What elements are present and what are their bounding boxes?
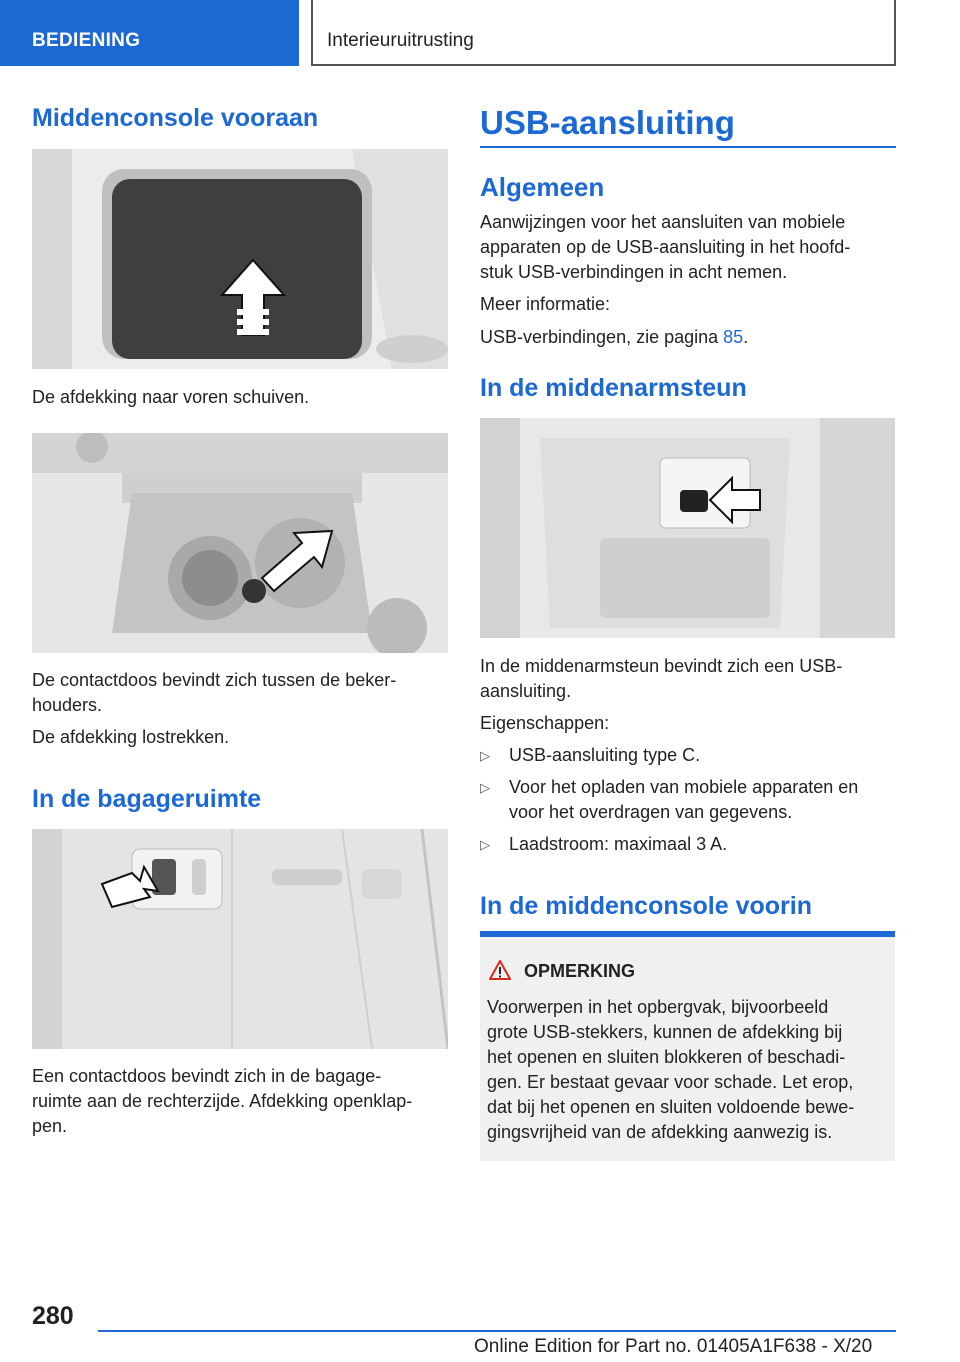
heading-armrest: In de middenarmsteun — [480, 374, 747, 402]
photo-luggage-socket — [32, 829, 448, 1049]
warning-line: grote USB-stekkers, kunnen de afdekking bij — [487, 1022, 843, 1042]
bullet-text: voor het overdragen van gegevens. — [509, 802, 793, 822]
heading-rule — [480, 146, 896, 148]
warning-body — [487, 995, 887, 1145]
page-number: 280 — [32, 1302, 74, 1330]
armrest-text-1: In de middenarmsteun bevindt zich een USB- — [480, 656, 843, 676]
bullet-text: USB-aansluiting type C. — [509, 745, 701, 765]
heading-front-console: In de middenconsole voorin — [480, 892, 812, 920]
text-luggage-2: ruimte aan de rechterzijde. Afdekking openklap- — [32, 1091, 413, 1111]
bullet-text: Voor het opladen van mobiele apparaten en — [509, 777, 859, 797]
text-pull-cover: De afdekking lostrekken. — [32, 727, 230, 747]
photo-armrest-usb — [480, 418, 895, 638]
general-text-2: apparaten op de USB-aansluiting in het hoofd- — [480, 237, 851, 257]
warning-title: OPMERKING — [524, 961, 636, 981]
warning-line: het openen en sluiten blokkeren of beschadi- — [487, 1047, 846, 1067]
text-socket-location-2: houders. — [32, 695, 103, 715]
warning-line: gen. Er bestaat gevaar voor schade. Let erop, — [487, 1072, 854, 1092]
general-text-3: stuk USB-verbindingen in acht nemen. — [480, 262, 788, 282]
bullet-text: Laadstroom: maximaal 3 A. — [509, 834, 728, 854]
edition-text: Online Edition for Part no. 01405A1F638 - X/20 — [474, 1336, 873, 1357]
warning-triangle-icon — [488, 959, 512, 981]
more-info: Meer informatie: — [480, 294, 611, 314]
footer-rule — [98, 1330, 896, 1332]
text-socket-location-1: De contactdoos bevindt zich tussen de beker- — [32, 670, 397, 690]
heading-general: Algemeen — [480, 172, 605, 202]
warning-box — [480, 931, 895, 1161]
properties-label: Eigenschappen: — [480, 713, 610, 733]
photo-console-cover — [32, 149, 448, 369]
armrest-text-2: aansluiting. — [480, 681, 572, 701]
page-link-85[interactable]: 85 — [723, 327, 744, 347]
chapter-header — [311, 0, 896, 66]
bullet-triangle-icon: ▷ — [480, 748, 490, 763]
heading-luggage: In de bagageruimte — [32, 785, 262, 813]
bullet-triangle-icon: ▷ — [480, 780, 490, 795]
section-tab-label: BEDIENING — [32, 30, 141, 51]
warning-line: dat bij het openen en sluiten voldoende bewe- — [487, 1097, 855, 1117]
warning-line: Voorwerpen in het opbergvak, bijvoorbeeld — [487, 997, 829, 1017]
bullet-triangle-icon: ▷ — [480, 837, 490, 852]
section-tab — [0, 0, 299, 66]
text-luggage-1: Een contactdoos bevindt zich in de bagage- — [32, 1066, 382, 1086]
warning-line: gingsvrijheid van de afdekking aanwezig is. — [487, 1122, 833, 1142]
chapter-title: Interieuruitrusting — [327, 30, 474, 51]
heading-center-console-front: Middenconsole vooraan — [32, 104, 319, 132]
text-slide-cover: De afdekking naar voren schuiven. — [32, 387, 310, 407]
text-luggage-3: pen. — [32, 1116, 68, 1136]
usb-reference-text: USB-verbindingen, zie pagina — [480, 327, 724, 347]
general-text-1: Aanwijzingen voor het aansluiten van mobiele — [480, 212, 846, 232]
photo-socket-cupholders — [32, 433, 448, 653]
usb-reference-end: . — [743, 327, 749, 347]
usb-reference — [480, 325, 748, 350]
heading-usb: USB-aansluiting — [480, 104, 735, 141]
